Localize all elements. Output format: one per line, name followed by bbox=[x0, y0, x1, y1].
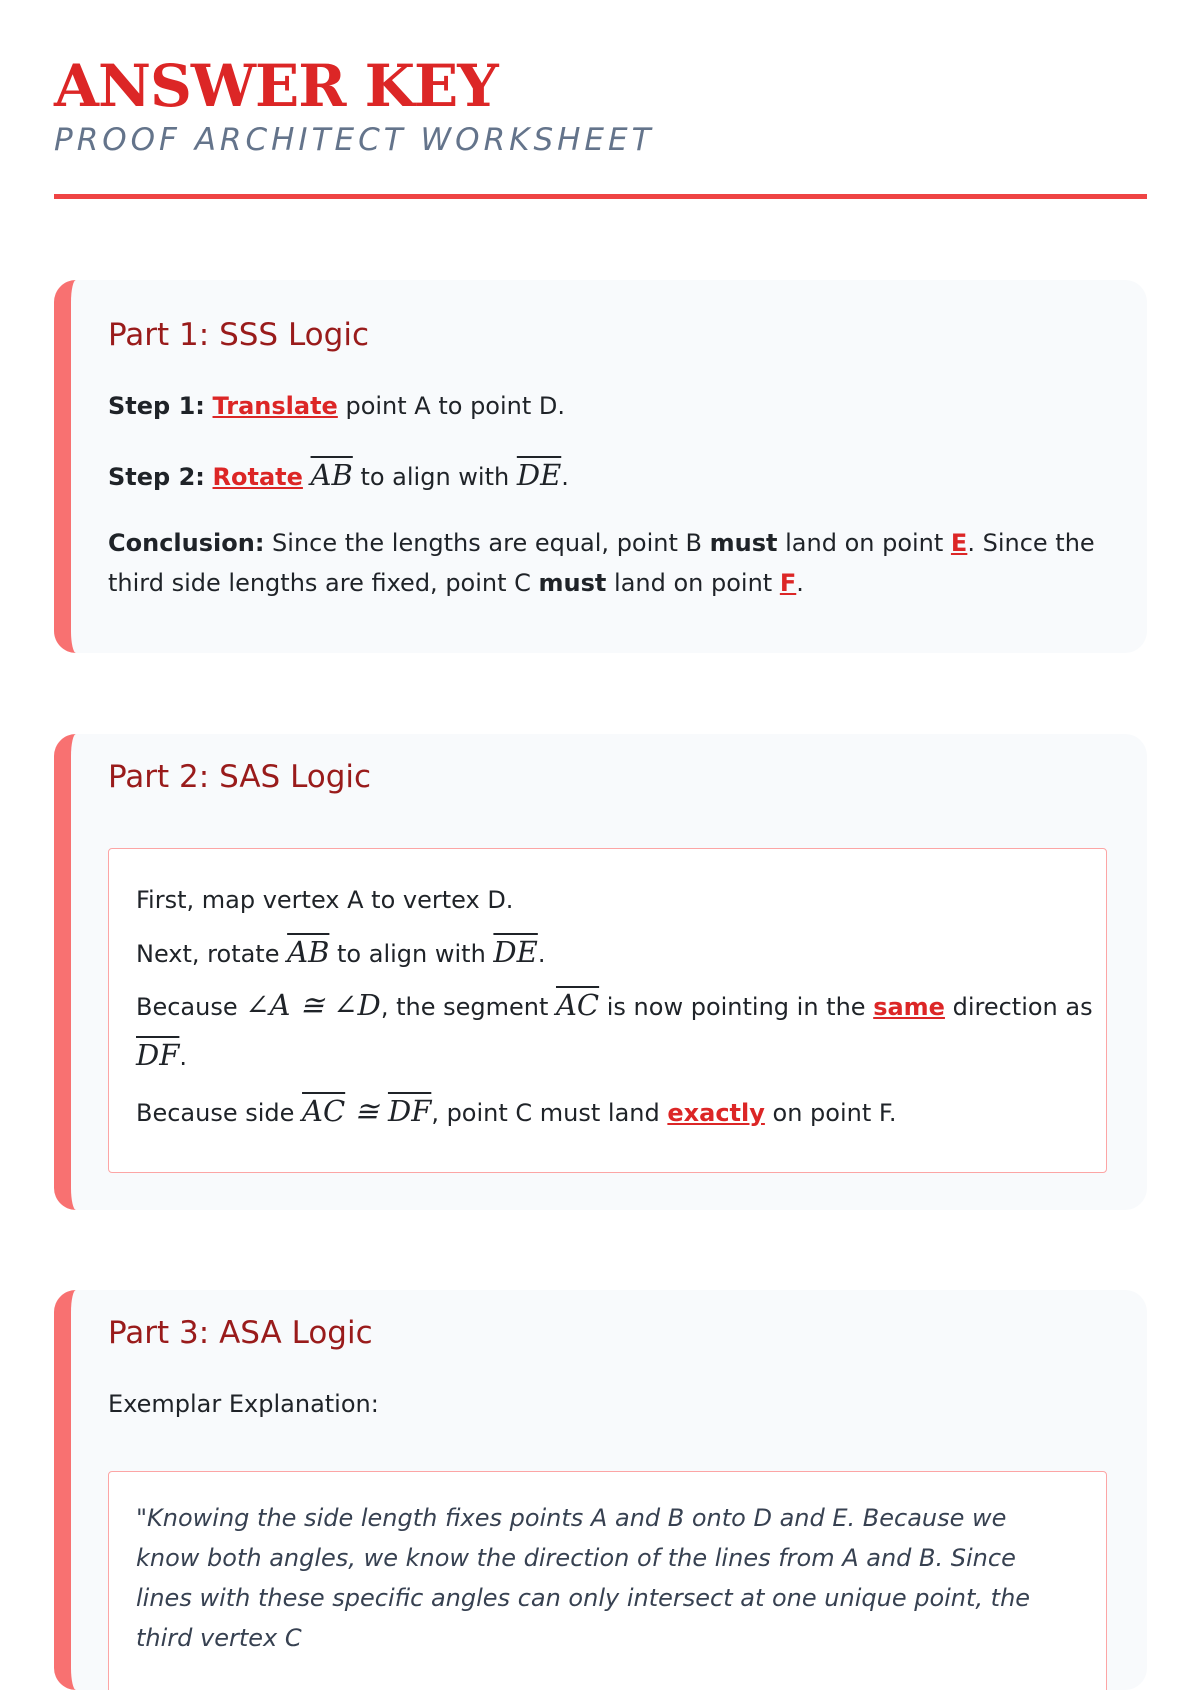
segment-df: $\overline{DF}$ bbox=[387, 1094, 432, 1128]
conclusion-must1: must bbox=[709, 529, 778, 557]
step1-answer: Translate bbox=[212, 392, 338, 420]
conclusion-t2: land on point bbox=[777, 529, 951, 557]
step1-label: Step 1: bbox=[108, 392, 205, 420]
part3-quote-box bbox=[108, 1471, 1107, 1690]
page-subtitle: PROOF ARCHITECT WORKSHEET bbox=[54, 122, 655, 158]
part3-label: Exemplar Explanation: bbox=[108, 1390, 379, 1418]
part2-title: Part 2: SAS Logic bbox=[108, 759, 372, 795]
header-divider bbox=[54, 194, 1147, 199]
line4-a: Because side bbox=[136, 1099, 303, 1127]
part3-title: Part 3: ASA Logic bbox=[108, 1315, 373, 1351]
part1-step1 bbox=[108, 386, 1107, 426]
line4-c: on point F. bbox=[764, 1099, 897, 1127]
line3-e: . bbox=[179, 1043, 188, 1071]
line3-b: , the segment bbox=[380, 993, 556, 1021]
conclusion-t5: . bbox=[796, 569, 804, 597]
step2-answer: Rotate bbox=[212, 463, 303, 491]
part2-card bbox=[54, 734, 1147, 1210]
segment-ab: $\overline{AB}$ bbox=[287, 935, 330, 969]
segment-df: $\overline{DF}$ bbox=[136, 1038, 180, 1072]
conclusion-must2: must bbox=[538, 569, 607, 597]
angle-a: ∠A bbox=[245, 988, 291, 1022]
segment-de: $\overline{DE}$ bbox=[493, 935, 538, 969]
part3-card bbox=[54, 1290, 1147, 1690]
part2-line4 bbox=[136, 1094, 1086, 1130]
part2-line3 bbox=[136, 988, 1093, 1024]
angle-d: ∠D bbox=[333, 988, 381, 1022]
step2-end: . bbox=[561, 463, 569, 491]
conclusion-t4: land on point bbox=[606, 569, 780, 597]
line2-a: Next, rotate bbox=[136, 940, 288, 968]
line3-answer: same bbox=[873, 993, 945, 1021]
part2-line3-wrap bbox=[136, 1038, 1086, 1074]
part3-quote: "Knowing the side length fixes points A and B onto D and E. Because we know both angles, we know the direction of the lines from A and B. Since lines with these specific angles can only intersect at one unique point, the third vertex C bbox=[136, 1504, 1031, 1652]
header bbox=[54, 54, 1147, 160]
part2-line2 bbox=[136, 935, 1086, 971]
segment-ab: $\overline{AB}$ bbox=[310, 458, 353, 492]
page-title: ANSWER KEY bbox=[54, 52, 498, 120]
conclusion-t3: . Since the third side lengths are fixed, point C bbox=[108, 529, 1095, 597]
conclusion-t1: Since the lengths are equal, point B bbox=[264, 529, 710, 557]
step2-label: Step 2: bbox=[108, 463, 205, 491]
conclusion-answer-e: E bbox=[950, 529, 968, 557]
step2-mid: to align with bbox=[352, 463, 517, 491]
line3-c: is now pointing in the bbox=[599, 993, 874, 1021]
part1-conclusion bbox=[108, 523, 1107, 603]
conclusion-label: Conclusion: bbox=[108, 529, 265, 557]
line4-answer: exactly bbox=[667, 1099, 765, 1127]
step1-text: point A to point D. bbox=[337, 392, 566, 420]
line4-b: , point C must land bbox=[431, 1099, 668, 1127]
part1-title: Part 1: SSS Logic bbox=[108, 317, 369, 353]
segment-ac: $\overline{AC}$ bbox=[302, 1094, 346, 1128]
line3-a: Because bbox=[136, 993, 246, 1021]
segment-de: $\overline{DE}$ bbox=[516, 458, 562, 492]
part2-answer-box bbox=[108, 848, 1107, 1173]
part1-card bbox=[54, 280, 1147, 653]
part2-line1: First, map vertex A to vertex D. bbox=[136, 886, 514, 914]
line2-c: . bbox=[537, 940, 546, 968]
congruent-symbol: ≅ bbox=[345, 1094, 388, 1128]
conclusion-answer-f: F bbox=[779, 569, 797, 597]
congruent-symbol: ≅ bbox=[290, 988, 334, 1022]
line2-b: to align with bbox=[329, 940, 494, 968]
line3-d: direction as bbox=[944, 993, 1093, 1021]
segment-ac: $\overline{AC}$ bbox=[555, 988, 600, 1022]
part1-step2 bbox=[108, 455, 1107, 497]
